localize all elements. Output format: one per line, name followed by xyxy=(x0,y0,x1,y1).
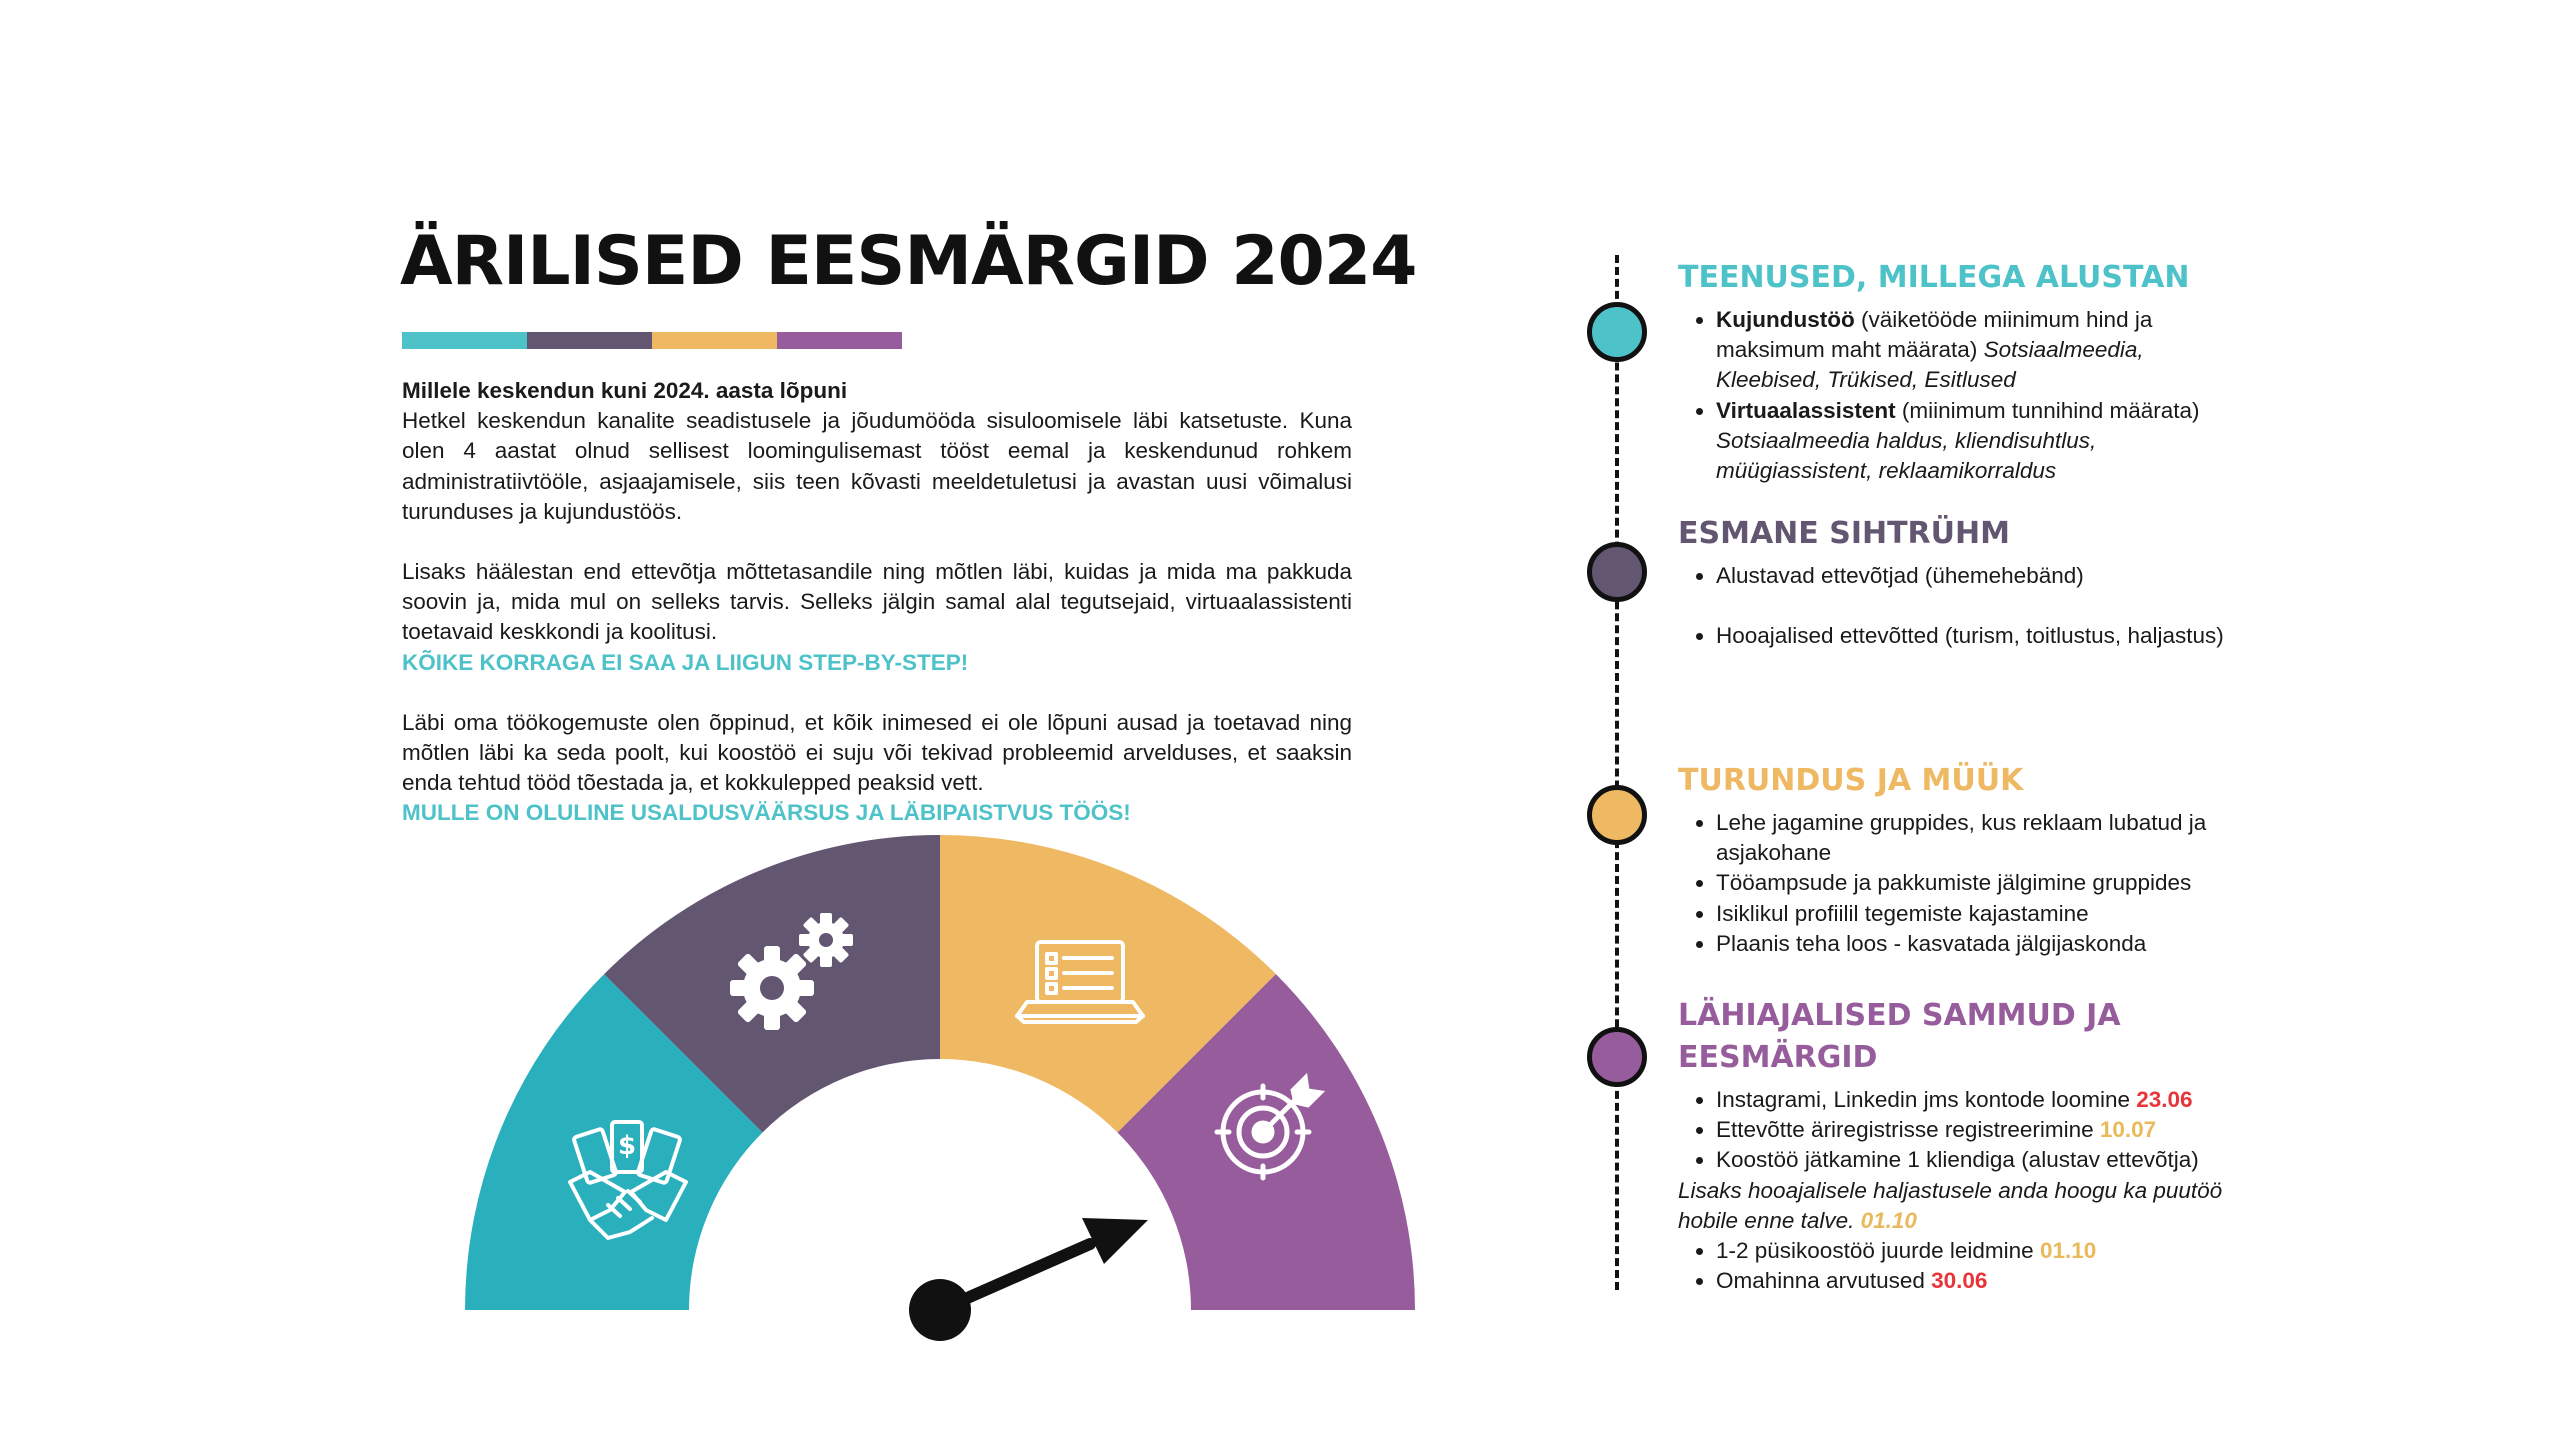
section-marketing xyxy=(1678,760,2238,959)
color-bar-purple xyxy=(777,332,902,349)
section-services xyxy=(1678,257,2238,486)
list-item: • Lehe jagamine gruppides, kus reklaam lubatud ja asjakohane xyxy=(1716,808,2238,868)
svg-text:$: $ xyxy=(617,1131,637,1161)
list-item: • 1-2 püsikoostöö juurde leidmine 01.10 xyxy=(1716,1236,2238,1266)
section-steps xyxy=(1678,995,2238,1296)
gauge-needle xyxy=(909,1218,1148,1341)
list-item: • Instagrami, Linkedin jms kontode loomine 23.06 xyxy=(1716,1085,2238,1115)
timeline-dot-teal xyxy=(1587,302,1647,362)
color-bar-teal xyxy=(402,332,527,349)
list-item: • Koostöö jätkamine 1 kliendiga (alustav ettevõtja) xyxy=(1716,1145,2238,1175)
color-bar xyxy=(402,332,902,349)
intro-heading: Millele keskendun kuni 2024. aasta lõpuni xyxy=(402,378,848,403)
section-services-title: TEENUSED, MILLEGA ALUSTAN xyxy=(1678,260,2190,295)
intro-paragraph-3: Läbi oma töökogemuste olen õppinud, et kõik inimesed ei ole lõpuni ausad ja toetavad ning mõtlen läbi ka seda poolt, kui koostöö ei suju või tekivad probleemid arvelduses, et saaksin enda tehtud tööd tõestada ja, et kokkulepped peaksid vett. xyxy=(402,709,1352,796)
list-item: • Plaanis teha loos - kasvatada jälgijaskonda xyxy=(1716,929,2238,959)
list-item: • Hooajalised ettevõtted (turism, toitlustus, haljastus) xyxy=(1716,621,2238,651)
list-item: • Omahinna arvutused 30.06 xyxy=(1716,1266,2238,1296)
color-bar-yellow xyxy=(652,332,777,349)
gauge xyxy=(440,820,1440,1380)
list-item: • Tööampsude ja pakkumiste jälgimine gruppides xyxy=(1716,868,2238,898)
page-title: ÄRILISED EESMÄRGID 2024 xyxy=(400,222,1417,301)
steps-note: Lisaks hooajalisele haljastusele anda hoogu ka puutöö hobile enne talve. 01.10 xyxy=(1678,1177,2223,1233)
section-target-title: ESMANE SIHTRÜHM xyxy=(1678,516,2010,551)
section-marketing-title: TURUNDUS JA MÜÜK xyxy=(1678,763,2024,798)
timeline-dot-slate xyxy=(1587,542,1647,602)
list-item: • Virtuaalassistent (miinimum tunnihind määrata) Sotsiaalmeedia haldus, kliendisuhtlus, müügiassistent, reklaamikorraldus xyxy=(1716,396,2238,487)
intro-paragraph-1: Hetkel keskendun kanalite seadistusele ja jõudumööda sisuloomisele läbi katsetuste. Kuna olen 4 aastat olnud sellisest loomingulisemast tööst eemal ja keskendunud rohkem administratiivtööle, asjaajamisele, siis teen kõvasti meeldetuletusi ja avastan uusi võimalusi turunduses ja kujundustöös. xyxy=(402,408,1352,524)
highlight-trust: MULLE ON OLULINE USALDUSVÄÄRSUS JA LÄBIPAISTVUS TÖÖS! xyxy=(402,800,1131,826)
section-target-group xyxy=(1678,513,2238,651)
list-item: • Ettevõtte äriregistrisse registreerimine 10.07 xyxy=(1716,1115,2238,1145)
section-steps-title: LÄHIAJALISED SAMMUD JA EESMÄRGID xyxy=(1678,998,2121,1075)
list-item: • Kujundustöö (väiketööde miinimum hind ja maksimum maht määrata) Sotsiaalmeedia, Kleebised, Trükised, Esitlused xyxy=(1716,305,2238,396)
intro-paragraph-2: Lisaks häälestan end ettevõtja mõttetasandile ning mõtlen läbi, kuidas ja mida ma pakkuda soovin ja, mida mul on selleks tarvis. Selleks jälgin samal alal tegutsejaid, virtuaalassistenti toetavaid keskkondi ja koolitusi. xyxy=(402,559,1352,645)
highlight-step-by-step: KÕIKE KORRAGA EI SAA JA LIIGUN STEP-BY-STEP! xyxy=(402,649,969,675)
color-bar-slate xyxy=(527,332,652,349)
list-item: • Isiklikul profiilil tegemiste kajastamine xyxy=(1716,899,2238,929)
list-item: • Alustavad ettevõtjad (ühemehebänd) xyxy=(1716,561,2238,591)
timeline-line xyxy=(1615,255,1619,1290)
timeline-dot-purple xyxy=(1587,1027,1647,1087)
timeline-dot-yellow xyxy=(1587,785,1647,845)
intro-text xyxy=(402,376,1352,829)
